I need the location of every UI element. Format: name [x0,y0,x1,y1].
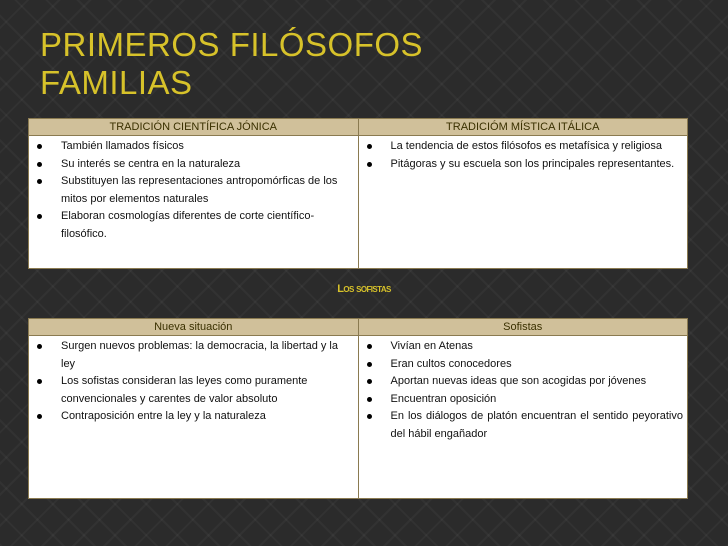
table-row [29,136,688,269]
list-item: Vivían en Atenas [365,338,684,356]
list-item: Su interés se centra en la naturaleza [35,156,354,174]
list-item: Elaboran cosmologías diferentes de corte científico-filosófico. [35,208,354,243]
header-nueva-situacion: Nueva situación [29,319,359,336]
list-jonica [35,138,354,243]
table-row [29,336,688,499]
table-header-row [29,319,688,336]
cell-italica [358,136,688,269]
list-item: Los sofistas consideran las leyes como puramente convencionales y carentes de valor absoluto [35,373,354,408]
list-item: Aportan nuevas ideas que son acogidas por jóvenes [365,373,684,391]
list-item: Eran cultos conocedores [365,356,684,374]
list-item: Encuentran oposición [365,391,684,409]
list-italica [365,138,684,173]
list-item: Surgen nuevos problemas: la democracia, la libertad y la ley [35,338,354,373]
slide-title-line1: PRIMEROS FILÓSOFOS [40,26,424,63]
list-nueva-situacion [35,338,354,426]
list-item: También llamados físicos [35,138,354,156]
table-sofistas [28,318,688,499]
slide-title-line2: FAMILIAS [40,64,193,101]
list-item: La tendencia de estos filósofos es metafísica y religiosa [365,138,684,156]
list-sofistas [365,338,684,443]
table-header-row [29,119,688,136]
section-title-sofistas: Los sofistas [337,283,391,295]
slide-title [40,26,423,102]
list-item: En los diálogos de platón encuentran el sentido peyorativo del hábil engañador [365,408,684,443]
list-item: Pitágoras y su escuela son los principales representantes. [365,156,684,174]
list-item: Substituyen las representaciones antropomórficas de los mitos por elementos naturales [35,173,354,208]
cell-jonica [29,136,359,269]
header-tradicion-jonica: TRADICIÓN CIENTÍFICA JÓNICA [29,119,359,136]
list-item: Contraposición entre la ley y la naturaleza [35,408,354,426]
header-sofistas: Sofistas [358,319,688,336]
cell-sofistas [358,336,688,499]
header-tradicion-italica: TRADICIÓM MÍSTICA ITÁLICA [358,119,688,136]
cell-nueva-situacion [29,336,359,499]
table-tradiciones [28,118,688,269]
